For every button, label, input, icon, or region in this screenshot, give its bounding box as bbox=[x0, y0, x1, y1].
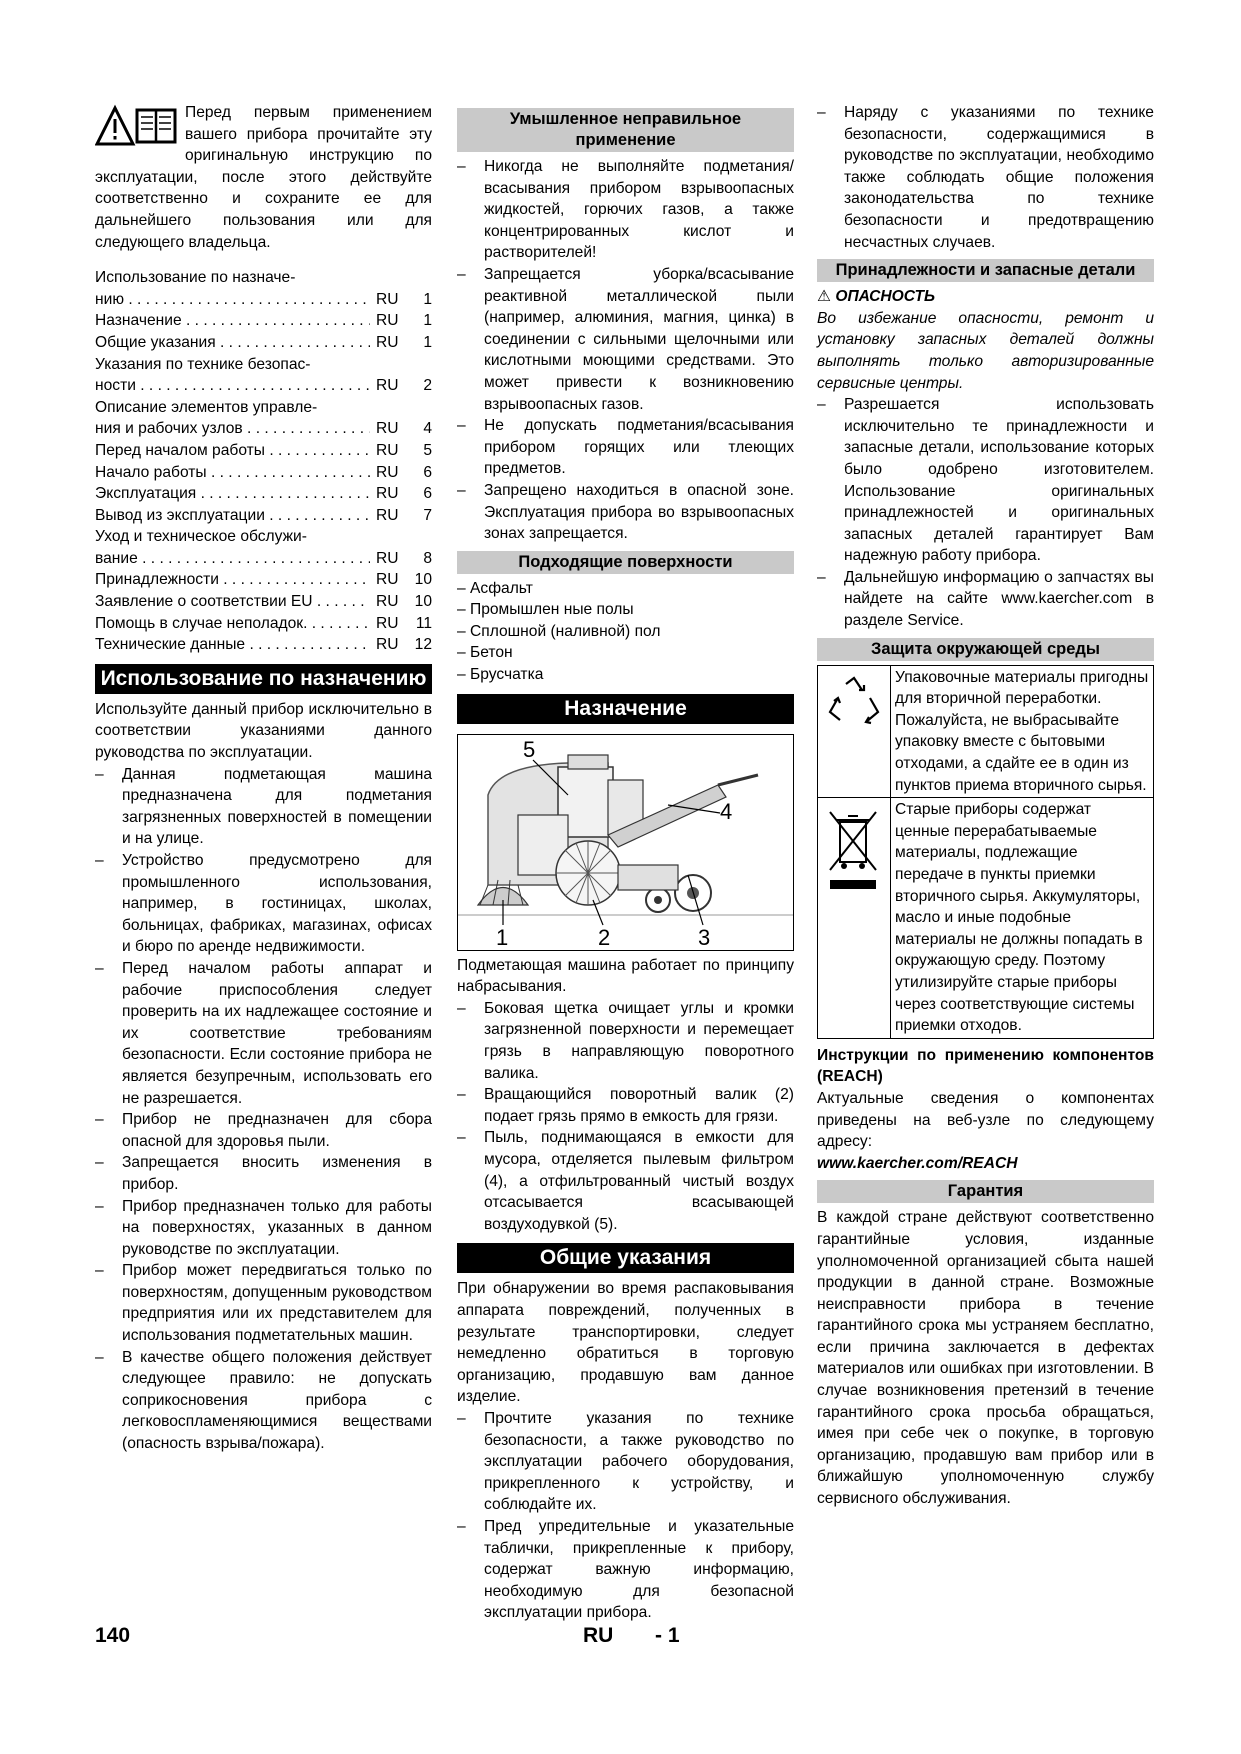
purpose-item: – Пыль, поднимающаяся в емкости для мусора, отделяется пылевым фильтром (4), а отфильтрованный чистый воздух отсасывается всасывающей воздуходувкой (5). bbox=[457, 1127, 794, 1235]
toc-title: Принадлежности . . . bbox=[95, 569, 370, 591]
toc-title: Перед началом работы . . . bbox=[95, 440, 370, 462]
use-lead: Используйте данный прибор исключительно в соответствии указаниями данного руководства по эксплуатации. bbox=[95, 700, 432, 762]
toc-title: Заявление о соответствии EU . . . bbox=[95, 591, 370, 613]
surface-item: – Сплошной (наливной) пол bbox=[457, 622, 661, 640]
accessories-list bbox=[817, 394, 1154, 632]
use-item: – Прибор может передвигаться только по поверхностям, допущенным руководством предприятия или их представителем для использования подметательных машин. bbox=[95, 1260, 432, 1346]
toc-entry[interactable] bbox=[95, 613, 432, 635]
section-heading-use: Использование по назначению bbox=[95, 664, 432, 694]
section-heading-surfaces: Подходящие поверхности bbox=[457, 551, 794, 574]
general-list-continued bbox=[817, 102, 1154, 253]
fig-label-2: 2 bbox=[598, 924, 611, 948]
reach-title: Инструкции по применению компонентов (REACH) bbox=[817, 1046, 1154, 1086]
toc-entry[interactable] bbox=[95, 418, 432, 440]
section-heading-general: Общие указания bbox=[457, 1243, 794, 1273]
toc-page: 5 bbox=[423, 441, 432, 459]
reach-url: www.kaercher.com/REACH bbox=[817, 1154, 1018, 1172]
toc-entry[interactable] bbox=[95, 289, 432, 311]
crossed-bin-icon bbox=[826, 808, 882, 894]
toc-page: 2 bbox=[423, 377, 432, 395]
use-item: – В качестве общего положения действует следующее правило: не допускать соприкосновения прибора с легковоспламеняющимися веществами (опасность взрыва/пожара). bbox=[95, 1347, 432, 1455]
toc-page: 10 bbox=[414, 571, 432, 589]
toc-lang: RU bbox=[370, 613, 402, 635]
toc-page: 6 bbox=[423, 485, 432, 503]
toc-lang: RU bbox=[370, 634, 402, 656]
accessory-item: – Дальнейшую информацию о запчастях вы найдете на сайте www.kaercher.com в разделе Service. bbox=[817, 567, 1154, 632]
toc-lang: RU bbox=[370, 548, 402, 570]
danger-text: Во избежание опасности, ремонт и установку запасных деталей должны выполнять только авторизированные сервисные центры. bbox=[817, 309, 1154, 392]
purpose-item: – Вращающийся поворотный валик (2) подает грязь прямо в емкость для грязи. bbox=[457, 1084, 794, 1127]
toc-title: ния и рабочих узлов . . . bbox=[95, 418, 370, 440]
weee-icon-cell bbox=[818, 798, 891, 1039]
use-item: – Данная подметающая машина предназначена для подметания загрязненных поверхностей в помещении и на улице. bbox=[95, 764, 432, 850]
env-row-old-devices bbox=[818, 798, 1154, 1039]
toc-line: Использование по назначе- bbox=[95, 269, 296, 287]
toc-title: Начало работы . . . bbox=[95, 462, 370, 484]
toc-lang: RU bbox=[370, 505, 402, 527]
environment-table bbox=[817, 665, 1154, 1039]
page-number: 140 bbox=[95, 1624, 131, 1647]
footer-lang: RU bbox=[583, 1624, 614, 1647]
intro-text: Перед первым применением вашего прибора прочитайте эту оригинальную инструкцию по эксплуатации, после этого действуйте соответственно и сохраните ее для дальнейшего пользования или для следующего владельца. bbox=[95, 104, 432, 251]
column-left bbox=[95, 102, 432, 1455]
general-list bbox=[457, 1408, 794, 1624]
toc-page: 1 bbox=[423, 312, 432, 330]
fig-label-3: 3 bbox=[698, 924, 711, 948]
sweeper-machine-illustration bbox=[458, 735, 793, 948]
toc-page: 10 bbox=[414, 593, 432, 611]
use-list bbox=[95, 764, 432, 1455]
misuse-item: – Никогда не выполняйте подметания/ всасывания прибором взрывоопасных жидкостей, горючих газов, а также концентрированных кислот и растворителей! bbox=[457, 156, 794, 264]
section-heading-purpose: Назначение bbox=[457, 694, 794, 724]
toc-entry[interactable] bbox=[95, 462, 432, 484]
toc-page: 8 bbox=[423, 549, 432, 567]
toc-title: Эксплуатация . . . bbox=[95, 483, 370, 505]
surface-item: – Асфальт bbox=[457, 579, 533, 597]
toc-page: 1 bbox=[423, 333, 432, 351]
surface-item: – Промышлен ные полы bbox=[457, 601, 634, 619]
accessory-item: – Разрешается использовать исключительно те принадлежности и запасные детали, использование которых было одобрено изготовителем. Использование оригинальных принадлежностей и оригинальных запасных деталей гарантирует Вам надежную работу прибора. bbox=[817, 394, 1154, 567]
column-middle bbox=[457, 102, 794, 1624]
toc-entry[interactable] bbox=[95, 310, 432, 332]
toc-line: Указания по технике безопас- bbox=[95, 355, 311, 373]
toc-title: ности . . . bbox=[95, 375, 370, 397]
danger-word: ОПАСНОСТЬ bbox=[835, 288, 936, 306]
section-heading-accessories: Принадлежности и запасные детали bbox=[817, 259, 1154, 282]
table-of-contents bbox=[95, 267, 432, 656]
toc-page: 12 bbox=[414, 636, 432, 654]
toc-lang: RU bbox=[370, 569, 402, 591]
toc-page: 11 bbox=[415, 614, 432, 632]
column-right bbox=[817, 102, 1154, 1510]
use-item: – Устройство предусмотрено для промышленного использования, например, в гостиницах, школах, больницах, фабриках, магазинах, офисах и бюро по аренде недвижимости. bbox=[95, 850, 432, 958]
toc-lang: RU bbox=[370, 289, 402, 311]
toc-lang: RU bbox=[370, 375, 402, 397]
use-item: – Запрещается вносить изменения в прибор. bbox=[95, 1152, 432, 1195]
section-heading-environment: Защита окружающей среды bbox=[817, 638, 1154, 661]
toc-entry[interactable] bbox=[95, 332, 432, 354]
use-item: – Перед началом работы аппарат и рабочие приспособления следует проверить на их надлежащее состояние и их соответствие требованиям безопасности. Если состояние прибора не является безупречным, использовать его не разрешается. bbox=[95, 958, 432, 1109]
misuse-item: – Не допускать подметания/всасывания прибором горящих или тлеющих предметов. bbox=[457, 415, 794, 480]
env-packaging-text: Упаковочные материалы пригодны для вторичной переработки. Пожалуйста, не выбрасывайте упаковку вместе с бытовыми отходами, а сдайте ее в один из пунктов приема вторичного сырья. bbox=[891, 665, 1154, 798]
toc-title: Помощь в случае неполадок. . . . bbox=[95, 613, 370, 635]
toc-lang: RU bbox=[370, 332, 402, 354]
recycle-icon bbox=[826, 676, 882, 726]
surface-item: – Брусчатка bbox=[457, 666, 544, 684]
general-item: – Наряду с указаниями по технике безопасности, содержащимися в руководстве по эксплуатации, необходимо также соблюдать общие положения законодательства по технике безопасности и предотвращению несчастных случаев. bbox=[817, 102, 1154, 253]
section-heading-misuse: Умышленное неправильное применение bbox=[457, 108, 794, 152]
toc-entry[interactable] bbox=[95, 440, 432, 462]
toc-title: нию . . . bbox=[95, 289, 370, 311]
general-item: – Прочтите указания по технике безопасности, а также руководство по эксплуатации рабочего оборудования, прикрепленного к устройству, и соблюдайте их. bbox=[457, 1408, 794, 1516]
toc-lang: RU bbox=[370, 310, 402, 332]
toc-lang: RU bbox=[370, 483, 402, 505]
surfaces-list bbox=[457, 578, 794, 686]
toc-lang: RU bbox=[370, 440, 402, 462]
toc-lang: RU bbox=[370, 591, 402, 613]
toc-entry[interactable] bbox=[95, 375, 432, 397]
toc-page: 7 bbox=[423, 506, 432, 524]
general-lead: При обнаружении во время распаковывания аппарата повреждений, полученных в результате транспортировки, следует немедленно обратиться в торговую организацию, продавшую вам данное изделие. bbox=[457, 1280, 794, 1406]
footer-sub: - 1 bbox=[655, 1624, 680, 1647]
toc-page: 4 bbox=[423, 420, 432, 438]
fig-label-4: 4 bbox=[720, 798, 733, 824]
warranty-text: В каждой стране действуют соответственно гарантийные условия, изданные уполномоченной организацией сбыта нашей продукции в данной стране. Возможные неисправности прибора в течение гарантийного срока мы устраняем бесплатно, если причина заключается в дефектах материалов или ошибках при изготовлении. В случае возникновения претензий в течение гарантийного срока просьба обращаться, имея при себе чек о покупке, в торговую организацию, продавшую вам прибор или в ближайшую уполномоченную службу сервисного обслуживания. bbox=[817, 1209, 1154, 1508]
toc-page: 6 bbox=[423, 463, 432, 481]
toc-line: Уход и техническое обслужи- bbox=[95, 528, 307, 546]
sweeper-figure bbox=[457, 734, 794, 951]
toc-page: 1 bbox=[423, 290, 432, 308]
section-heading-warranty: Гарантия bbox=[817, 1180, 1154, 1203]
toc-entry[interactable] bbox=[95, 569, 432, 591]
reach-text: Актуальные сведения о компонентах приведены на веб-узле по следующему адресу: bbox=[817, 1089, 1154, 1151]
general-item: – Пред упредительные и указательные таблички, прикрепленные к прибору, содержат важную информацию, необходимую для безопасной эксплуатации прибора. bbox=[457, 1516, 794, 1624]
misuse-item: – Запрещается уборка/всасывание реактивной металлической пыли (например, алюминия, магния, цинка) в соединении с сильными щелочными или кислотными моющими средствами. Это может привести к возникновению взрывоопасных газов. bbox=[457, 264, 794, 415]
toc-line: Описание элементов управле- bbox=[95, 398, 318, 416]
surface-item: – Бетон bbox=[457, 644, 513, 662]
fig-label-1: 1 bbox=[496, 924, 509, 948]
use-item: – Прибор не предназначен для сбора опасной для здоровья пыли. bbox=[95, 1109, 432, 1152]
env-old-devices-text: Старые приборы содержат ценные перерабатываемые материалы, подлежащие передаче в пункты приемки вторичного сырья. Аккумуляторы, масло и иные подобные материалы не должны попадать в окружающую среду. Поэтому утилизируйте старые приборы через соответствующие системы приемки отходов. bbox=[891, 798, 1154, 1039]
fig-label-5: 5 bbox=[523, 736, 536, 762]
purpose-list bbox=[457, 998, 794, 1236]
warning-manual-icon bbox=[95, 104, 179, 146]
toc-title: Общие указания . . . bbox=[95, 332, 370, 354]
toc-title: Технические данные . . . bbox=[95, 634, 370, 656]
toc-title: вание . . . bbox=[95, 548, 370, 570]
toc-entry[interactable] bbox=[95, 483, 432, 505]
toc-entry[interactable] bbox=[95, 505, 432, 527]
intro-block bbox=[95, 102, 432, 253]
env-row-packaging bbox=[818, 665, 1154, 798]
toc-lang: RU bbox=[370, 418, 402, 440]
misuse-list bbox=[457, 156, 794, 545]
misuse-item: – Запрещено находиться в опасной зоне. Эксплуатация прибора во взрывоопасных зонах запрещается. bbox=[457, 480, 794, 545]
warning-triangle-icon: ⚠ bbox=[817, 288, 831, 306]
toc-entry[interactable] bbox=[95, 548, 432, 570]
use-item: – Прибор предназначен только для работы на поверхностях, указанных в данном руководстве по эксплуатации. bbox=[95, 1196, 432, 1261]
toc-entry[interactable] bbox=[95, 591, 432, 613]
purpose-lead: Подметающая машина работает по принципу набрасывания. bbox=[457, 956, 794, 996]
purpose-item: – Боковая щетка очищает углы и кромки загрязненной поверхности и перемещает грязь в направляющую поворотного валика. bbox=[457, 998, 794, 1084]
toc-entry[interactable] bbox=[95, 634, 432, 656]
toc-lang: RU bbox=[370, 462, 402, 484]
toc-title: Вывод из эксплуатации . . . bbox=[95, 505, 370, 527]
recycle-icon-cell bbox=[818, 665, 891, 798]
toc-title: Назначение . . . bbox=[95, 310, 370, 332]
danger-label bbox=[817, 286, 1154, 308]
